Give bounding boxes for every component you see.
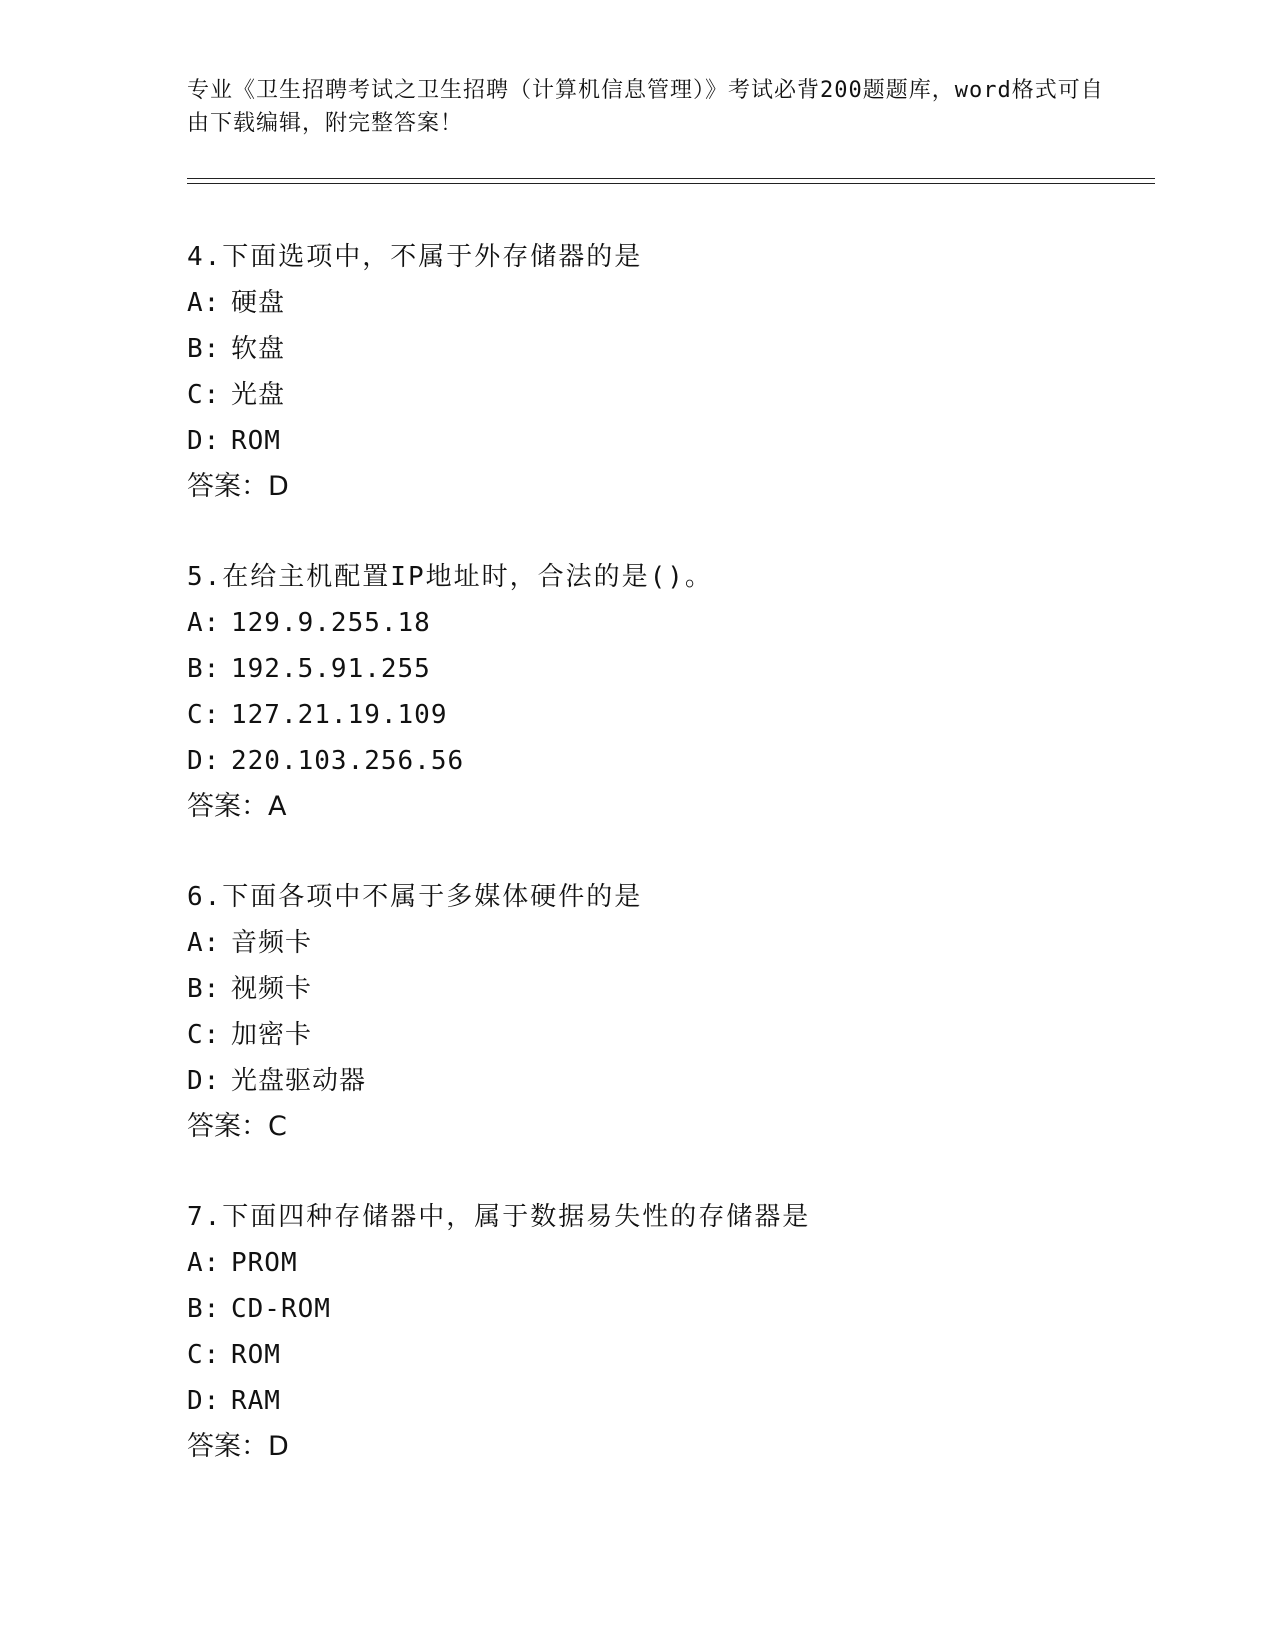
question-7	[187, 1201, 1147, 1477]
question-stem: 4.下面选项中，不属于外存储器的是	[187, 242, 643, 272]
option-text: 192.5.91.255	[231, 654, 431, 684]
question-6	[187, 881, 1147, 1157]
option-text: RAM	[231, 1386, 281, 1416]
option-key: B:	[187, 1294, 221, 1324]
answer-line	[187, 1431, 1147, 1477]
answer-value: C	[268, 1111, 287, 1142]
option-c	[187, 1019, 1147, 1065]
option-text: ROM	[231, 1340, 281, 1370]
answer-value: D	[268, 1431, 289, 1462]
option-key: B:	[187, 334, 221, 364]
option-key: A:	[187, 608, 221, 638]
option-key: C:	[187, 700, 221, 730]
option-b	[187, 333, 1147, 379]
option-a	[187, 1247, 1147, 1293]
option-text: ROM	[231, 426, 281, 456]
option-c	[187, 699, 1147, 745]
option-key: C:	[187, 1340, 221, 1370]
option-text: 加密卡	[231, 1020, 313, 1050]
answer-label: 答案：	[187, 791, 268, 822]
option-key: D:	[187, 1386, 221, 1416]
question-stem: 5.在给主机配置IP地址时，合法的是()。	[187, 562, 713, 592]
option-key: A:	[187, 288, 221, 318]
header-divider-top	[187, 178, 1155, 179]
header-divider-bottom	[187, 183, 1155, 184]
option-b	[187, 1293, 1147, 1339]
option-d	[187, 1065, 1147, 1111]
option-d	[187, 745, 1147, 791]
answer-label: 答案：	[187, 471, 268, 502]
option-key: B:	[187, 654, 221, 684]
option-key: C:	[187, 1020, 221, 1050]
answer-line	[187, 791, 1147, 837]
question-stem: 7.下面四种存储器中，属于数据易失性的存储器是	[187, 1202, 811, 1232]
option-text: 光盘	[231, 380, 286, 410]
option-c	[187, 379, 1147, 425]
option-key: D:	[187, 426, 221, 456]
question-stem: 6.下面各项中不属于多媒体硬件的是	[187, 882, 643, 912]
option-d	[187, 1385, 1147, 1431]
option-b	[187, 973, 1147, 1019]
answer-line	[187, 471, 1147, 517]
option-key: B:	[187, 974, 221, 1004]
option-key: D:	[187, 1066, 221, 1096]
option-key: C:	[187, 380, 221, 410]
option-a	[187, 927, 1147, 973]
option-text: 127.21.19.109	[231, 700, 448, 730]
answer-value: A	[268, 791, 287, 822]
option-key: D:	[187, 746, 221, 776]
option-text: 音频卡	[231, 928, 313, 958]
option-text: 光盘驱动器	[231, 1066, 367, 1096]
option-text: 软盘	[231, 334, 286, 364]
document-header	[187, 74, 1107, 140]
question-4	[187, 241, 1147, 517]
option-a	[187, 607, 1147, 653]
option-text: 视频卡	[231, 974, 313, 1004]
option-key: A:	[187, 928, 221, 958]
option-key: A:	[187, 1248, 221, 1278]
option-text: PROM	[231, 1248, 298, 1278]
option-a	[187, 287, 1147, 333]
option-text: 129.9.255.18	[231, 608, 431, 638]
answer-value: D	[268, 471, 289, 502]
answer-label: 答案：	[187, 1111, 268, 1142]
option-text: CD-ROM	[231, 1294, 331, 1324]
option-b	[187, 653, 1147, 699]
option-d	[187, 425, 1147, 471]
option-text: 硬盘	[231, 288, 286, 318]
option-c	[187, 1339, 1147, 1385]
answer-label: 答案：	[187, 1431, 268, 1462]
header-text: 专业《卫生招聘考试之卫生招聘（计算机信息管理）》考试必背200题题库，word格式可自由下载编辑，附完整答案！	[187, 78, 1104, 136]
answer-line	[187, 1111, 1147, 1157]
question-5	[187, 561, 1147, 837]
option-text: 220.103.256.56	[231, 746, 465, 776]
